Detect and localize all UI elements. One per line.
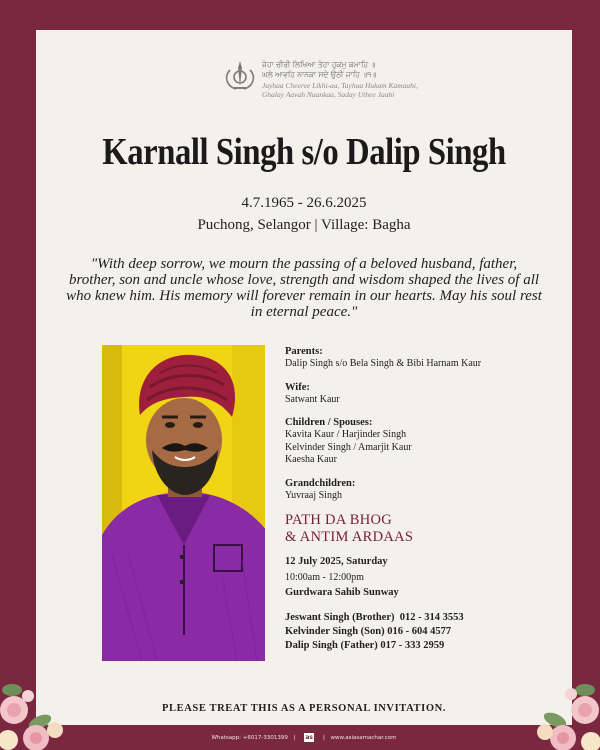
child-entry: Kavita Kaur / Harjinder Singh (285, 429, 407, 440)
parents-value: Dalip Singh s/o Bela Singh & Bibi Harnam Kaur (285, 358, 482, 369)
contact-entry: Jeswant Singh (Brother) 012 - 314 3553 (285, 612, 464, 623)
parents-label: Parents: (285, 346, 323, 357)
event-title (285, 512, 555, 546)
gurmukhi-verse: ਜੇਹਾ ਚੀਰੀ ਲਿਖਿਆ ਤੇਹਾ ਹੁਕਮੁ ਕਮਾਹਿ ॥ ਘਲੇ ਆਵਹਿ ਨਾਨਕਾ ਸਦੇ ਉਠੀ ਜਾਹਿ ॥੧॥ (262, 60, 377, 79)
deceased-name: Karnall Singh s/o Dalip Singh (102, 131, 506, 173)
event-title-line-2: & ANTIM ARDAAS (285, 529, 414, 545)
wife-label: Wife: (285, 381, 310, 393)
event-time: 10:00am - 12:00pm (285, 572, 364, 583)
contact-entry: Kelvinder Singh (Son) 016 - 604 4577 (285, 626, 452, 637)
footer-divider: | (322, 735, 325, 741)
family-details (285, 345, 555, 653)
verse-transliteration: Jayhaa Cheeree Likhi-aa, Tayhaa Hukam Kamaahi, Ghalay Aavah Naankaa, Saday Uthee Jaahi (262, 81, 418, 99)
tribute-quote: "With deep sorrow, we mourn the passing of a beloved husband, father, brother, son and uncle whose love, strength and wisdom shaped the lives of all who knew him. His memory will forever remain in our hearts. May his soul rest in eternal peace." (66, 256, 542, 320)
child-entry: Kaesha Kaur (285, 454, 337, 465)
children-list (285, 429, 555, 467)
flower-decoration-right-icon (525, 660, 600, 750)
grandchildren-value: Yuvraaj Singh (285, 489, 342, 501)
life-dates: 4.7.1965 - 26.6.2025 (241, 195, 367, 211)
event-title-line-1: PATH DA BHOG (285, 512, 393, 528)
children-label: Children / Spouses: (285, 417, 373, 428)
gurbani-verse (262, 60, 462, 99)
location-village: Puchong, Selangor | Village: Bagha (197, 217, 411, 233)
portrait-illustration (102, 345, 265, 661)
khanda-emblem-icon (222, 58, 258, 94)
event-venue: Gurdwara Sahib Sunway (285, 587, 399, 598)
publisher-logo-icon: as (305, 734, 313, 741)
portrait-photo (102, 345, 265, 661)
child-entry: Kelvinder Singh / Amarjit Kaur (285, 441, 412, 453)
contact-entry: Dalip Singh (Father) 017 - 333 2959 (285, 640, 445, 651)
footer-divider: | (293, 735, 296, 741)
grandchildren-label: Grandchildren: (285, 477, 356, 489)
flower-decoration-left-icon (0, 660, 80, 750)
contact-list (285, 611, 555, 653)
personal-invitation-note: PLEASE TREAT THIS AS A PERSONAL INVITATION. (161, 703, 446, 714)
footer-credits (36, 733, 572, 742)
footer-website: www.asiasamachar.com (330, 735, 397, 741)
footer-whatsapp: Whatsapp: +6017-3301399 (211, 735, 288, 741)
wife-value: Satwant Kaur (285, 393, 340, 405)
event-date: 12 July 2025, Saturday (285, 556, 388, 567)
